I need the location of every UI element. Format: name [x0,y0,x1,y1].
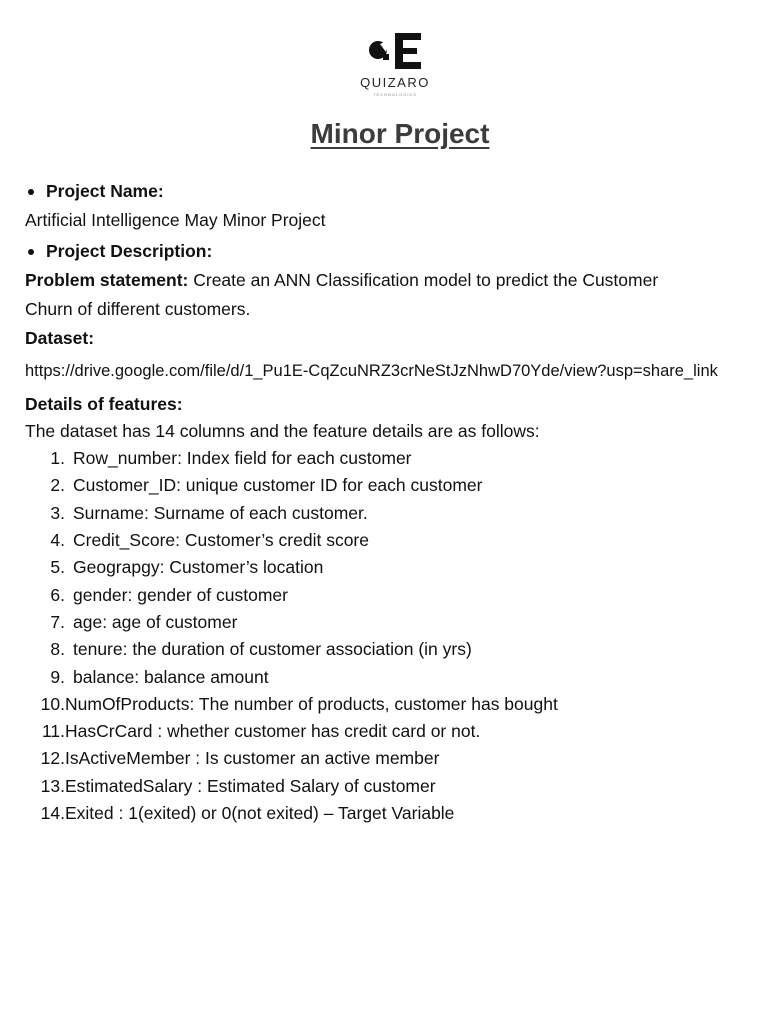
project-name-bullet [28,178,755,205]
list-item: 12. IsActiveMember : Is customer an active member [40,748,440,769]
list-item: 4. Credit_Score: Customer’s credit score [50,530,369,551]
problem-statement [25,267,755,294]
project-name-label: Project Name: [46,181,164,201]
list-item: 1. Row_number: Index field for each customer [50,448,412,469]
list-item: 7. age: age of customer [50,611,238,632]
list-item: 2. Customer_ID: unique customer ID for each customer [50,475,483,496]
company-logo [350,30,440,102]
problem-statement-label: Problem statement: [25,270,189,290]
problem-statement-text-2: Churn of different customers. [25,299,251,319]
list-item: 13. EstimatedSalary : Estimated Salary of customer [40,775,436,796]
project-description-label: Project Description: [46,241,213,261]
list-item: 3. Surname: Surname of each customer. [50,502,368,523]
dataset-link[interactable]: https://drive.google.com/file/d/1_Pu1E-CqZcuNRZ3crNeStJzNhwD70Yde/view?usp=share_link [25,362,718,380]
list-item: 8. tenure: the duration of customer association (in yrs) [50,639,472,660]
logo-sub-text: TECHNOLOGIES [373,92,417,97]
project-description-bullet [28,238,755,265]
list-item: 14. Exited : 1(exited) or 0(not exited) – Target Variable [40,803,455,823]
logo-brand-text: QUIZARO [360,75,430,90]
bullet-icon [28,189,34,195]
features-label: Details of features: [25,394,183,414]
bullet-icon [28,249,34,255]
list-item: 6. gender: gender of customer [50,584,288,605]
project-name-value: Artificial Intelligence May Minor Project [25,210,326,230]
list-item: 11. HasCrCard : whether customer has credit card or not. [41,721,481,742]
list-item: 5. Geograpgy: Customer’s location [50,557,324,578]
features-intro: The dataset has 14 columns and the feature details are as follows: [25,421,540,441]
list-item: 10. NumOfProducts: The number of products, customer has bought [40,693,558,714]
page-title: Minor Project [310,118,490,149]
list-item: 9. balance: balance amount [50,666,269,687]
quizaro-logo-icon [350,30,440,74]
problem-statement-text: Create an ANN Classification model to predict the Customer [188,270,659,290]
features-list [25,445,755,827]
document-body [25,178,755,827]
dataset-label: Dataset: [25,328,95,348]
